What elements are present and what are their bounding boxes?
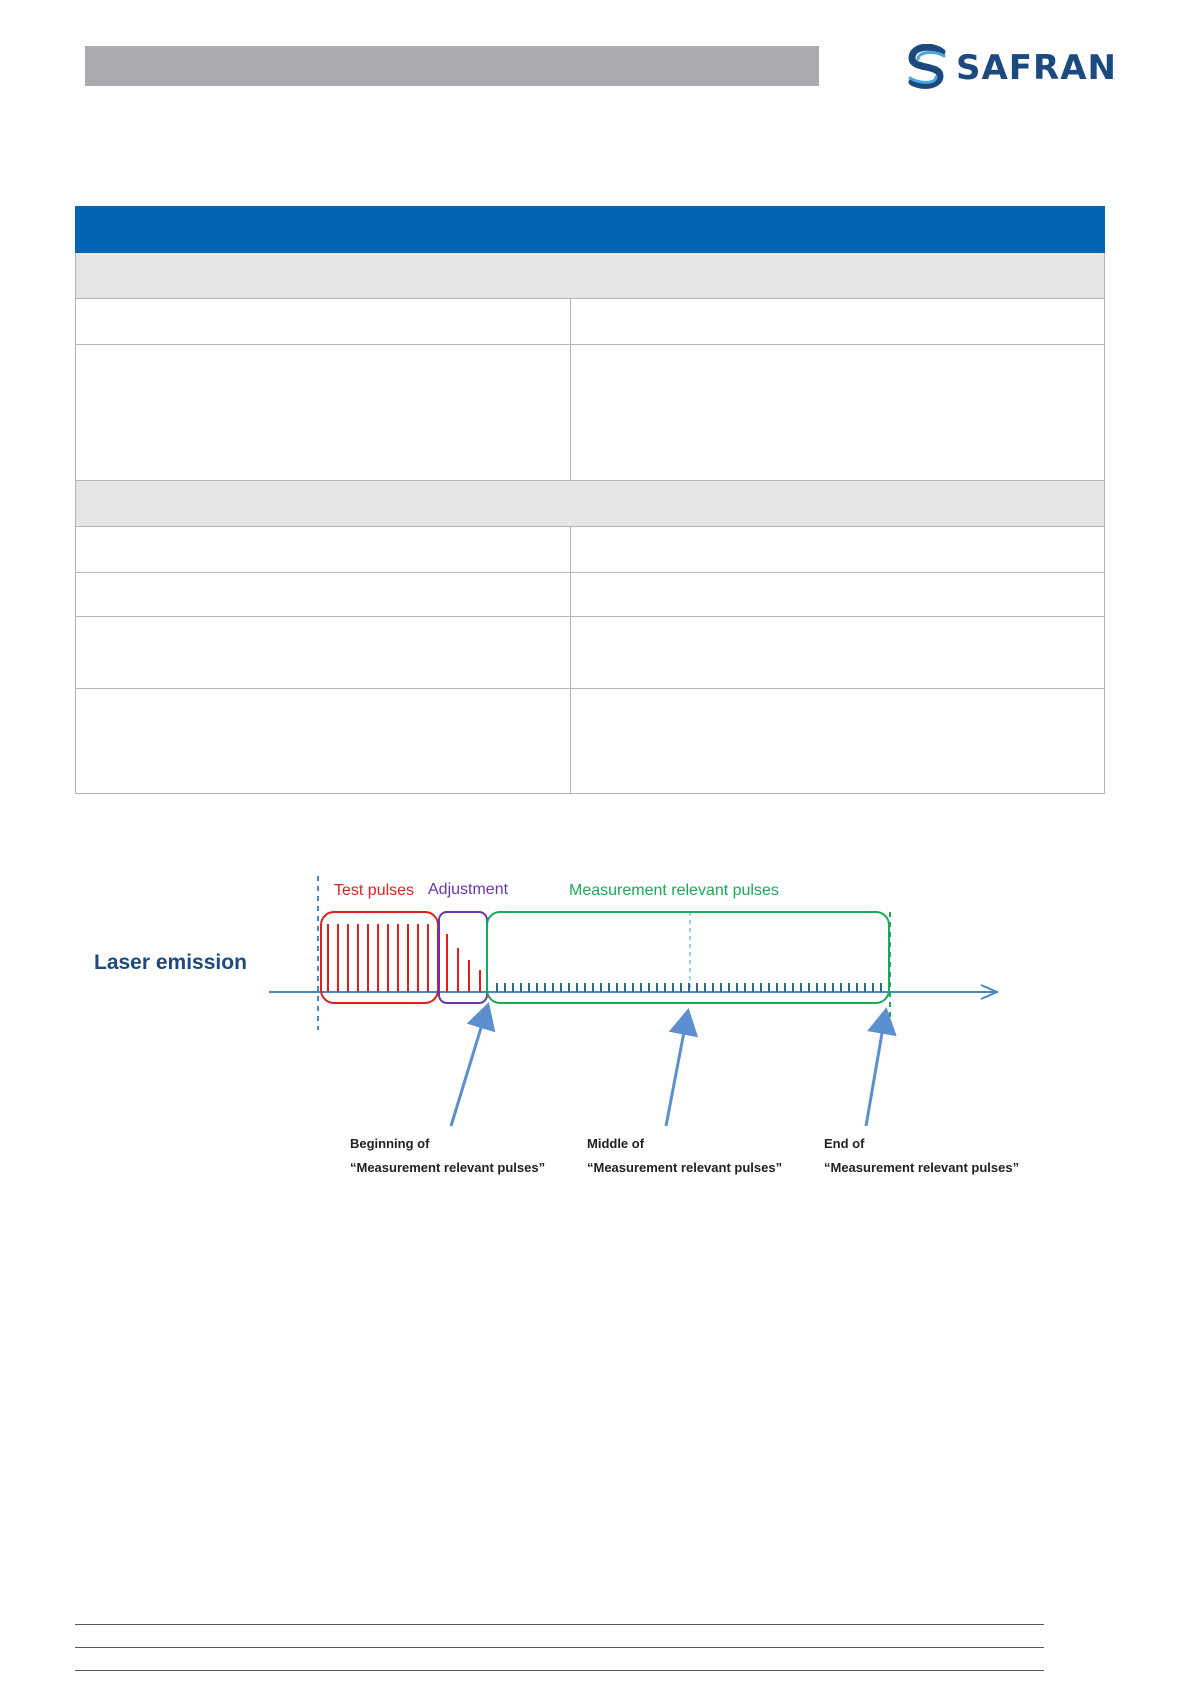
brand-name: SAFRAN — [956, 48, 1117, 88]
footer-rule-middle — [75, 1647, 1044, 1648]
table-section-row — [76, 481, 1105, 527]
table-row — [76, 299, 1105, 345]
adjustment-pulses-group — [447, 934, 480, 992]
table-row — [76, 345, 1105, 481]
adjustment-label: Adjustment — [428, 881, 509, 898]
table-row — [76, 573, 1105, 617]
end-arrow — [866, 1010, 886, 1126]
measurement-label: Measurement relevant pulses — [569, 882, 779, 899]
table-row — [76, 617, 1105, 689]
marker-end-line1: End of — [824, 1136, 865, 1151]
laser-emission-label: Laser emission — [94, 951, 247, 974]
test-pulses-label: Test pulses — [334, 882, 415, 899]
marker-beginning-line2: “Measurement relevant pulses” — [350, 1160, 546, 1175]
marker-beginning-line1: Beginning of — [350, 1136, 430, 1151]
laser-emission-diagram — [85, 860, 1045, 1180]
safran-s-icon — [904, 44, 952, 90]
footer-rule-bottom — [75, 1670, 1044, 1671]
header-bar — [85, 46, 819, 86]
table-row — [76, 527, 1105, 573]
footer-rule-top — [75, 1624, 1044, 1625]
test-pulses-group — [328, 924, 428, 992]
measurement-pulses-group — [497, 983, 881, 992]
marker-end-line2: “Measurement relevant pulses” — [824, 1160, 1020, 1175]
spec-table — [75, 206, 1105, 794]
marker-middle-line2: “Measurement relevant pulses” — [587, 1160, 783, 1175]
safran-logo — [904, 44, 1124, 90]
table-header-row — [76, 207, 1105, 253]
table-section-row — [76, 253, 1105, 299]
marker-middle-line1: Middle of — [587, 1136, 645, 1151]
table-row — [76, 689, 1105, 794]
beginning-arrow — [451, 1005, 488, 1126]
middle-arrow — [666, 1011, 688, 1126]
